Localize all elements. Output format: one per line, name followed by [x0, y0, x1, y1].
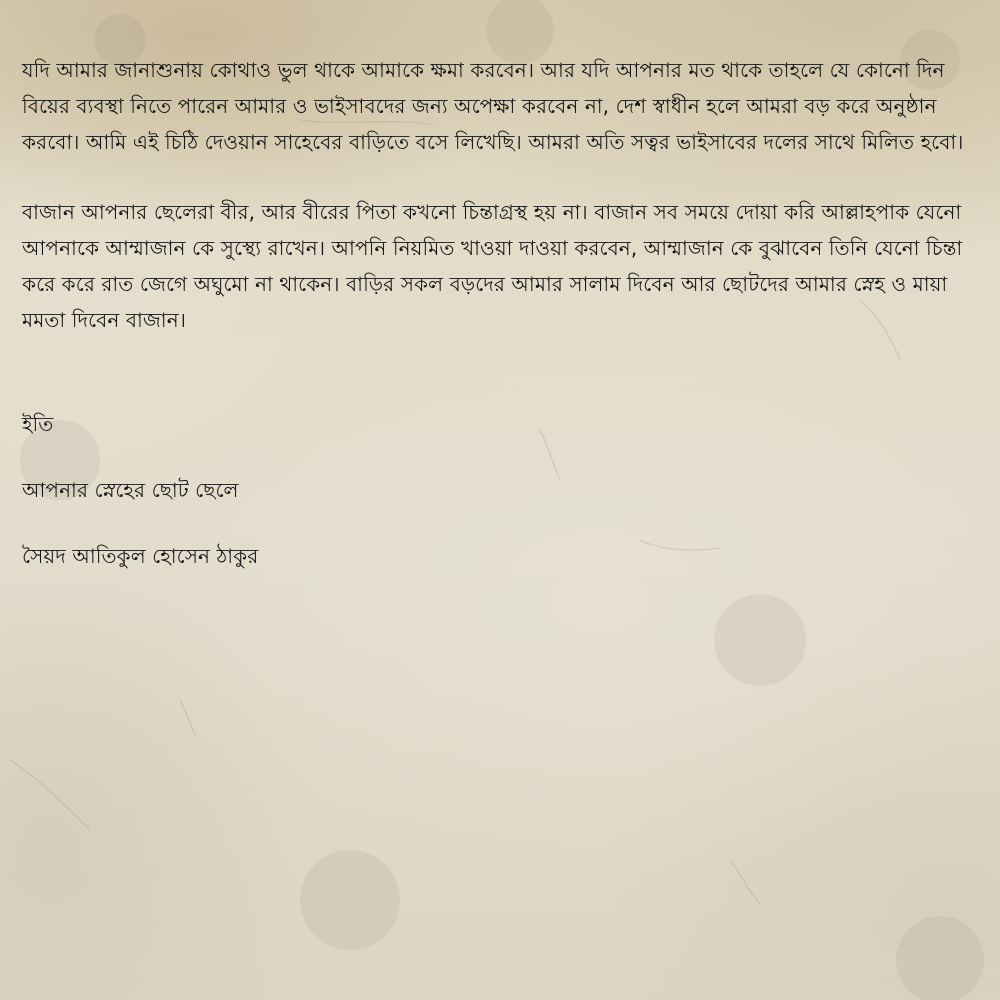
letter-body: [22, 52, 982, 574]
letter-paragraph-1: যদি আমার জানাশুনায় কোথাও ভুল থাকে আমাকে ক্ষমা করবেন। আর যদি আপনার মত থাকে তাহলে যে কোনো দিন বিয়ের ব্যবস্থা নিতে পারেন আমার ও ভাইসাবদের জন্য অপেক্ষা করবেন না, দেশ স্বাধীন হলে আমরা বড় করে অনুষ্ঠান করবো। আমি এই চিঠি দেওয়ান সাহেবের বাড়িতে বসে লিখেছি। আমরা অতি সত্বর ভাইসাবের দলের সাথে মিলিত হবো।: [22, 58, 964, 154]
letter-signature: সৈয়দ আতিকুল হোসেন ঠাকুর: [22, 544, 259, 568]
letter-closing: ইতি: [22, 412, 54, 436]
paragraph-spacer: [22, 338, 982, 406]
paragraph-spacer: [22, 508, 982, 538]
letter-signoff: আপনার স্নেহের ছোট ছেলে: [22, 478, 239, 502]
paragraph-spacer: [22, 442, 982, 472]
paragraph-spacer: [22, 160, 982, 194]
letter-paragraph-2: বাজান আপনার ছেলেরা বীর, আর বীরের পিতা কখনো চিন্তাগ্রস্থ হয় না। বাজান সব সময়ে দোয়া করি আল্লাহপাক যেনো আপনাকে আম্মাজান কে সুস্থ্যে রাখেন। আপনি নিয়মিত খাওয়া দাওয়া করবেন, আম্মাজান কে বুঝাবেন তিনি যেনো চিন্তা করে করে রাত জেগে অঘুমো না থাকেন। বাড়ির সকল বড়দের আমার সালাম দিবেন আর ছোটদের আমার স্নেহ ও মায়া মমতা দিবেন বাজান।: [22, 200, 963, 332]
